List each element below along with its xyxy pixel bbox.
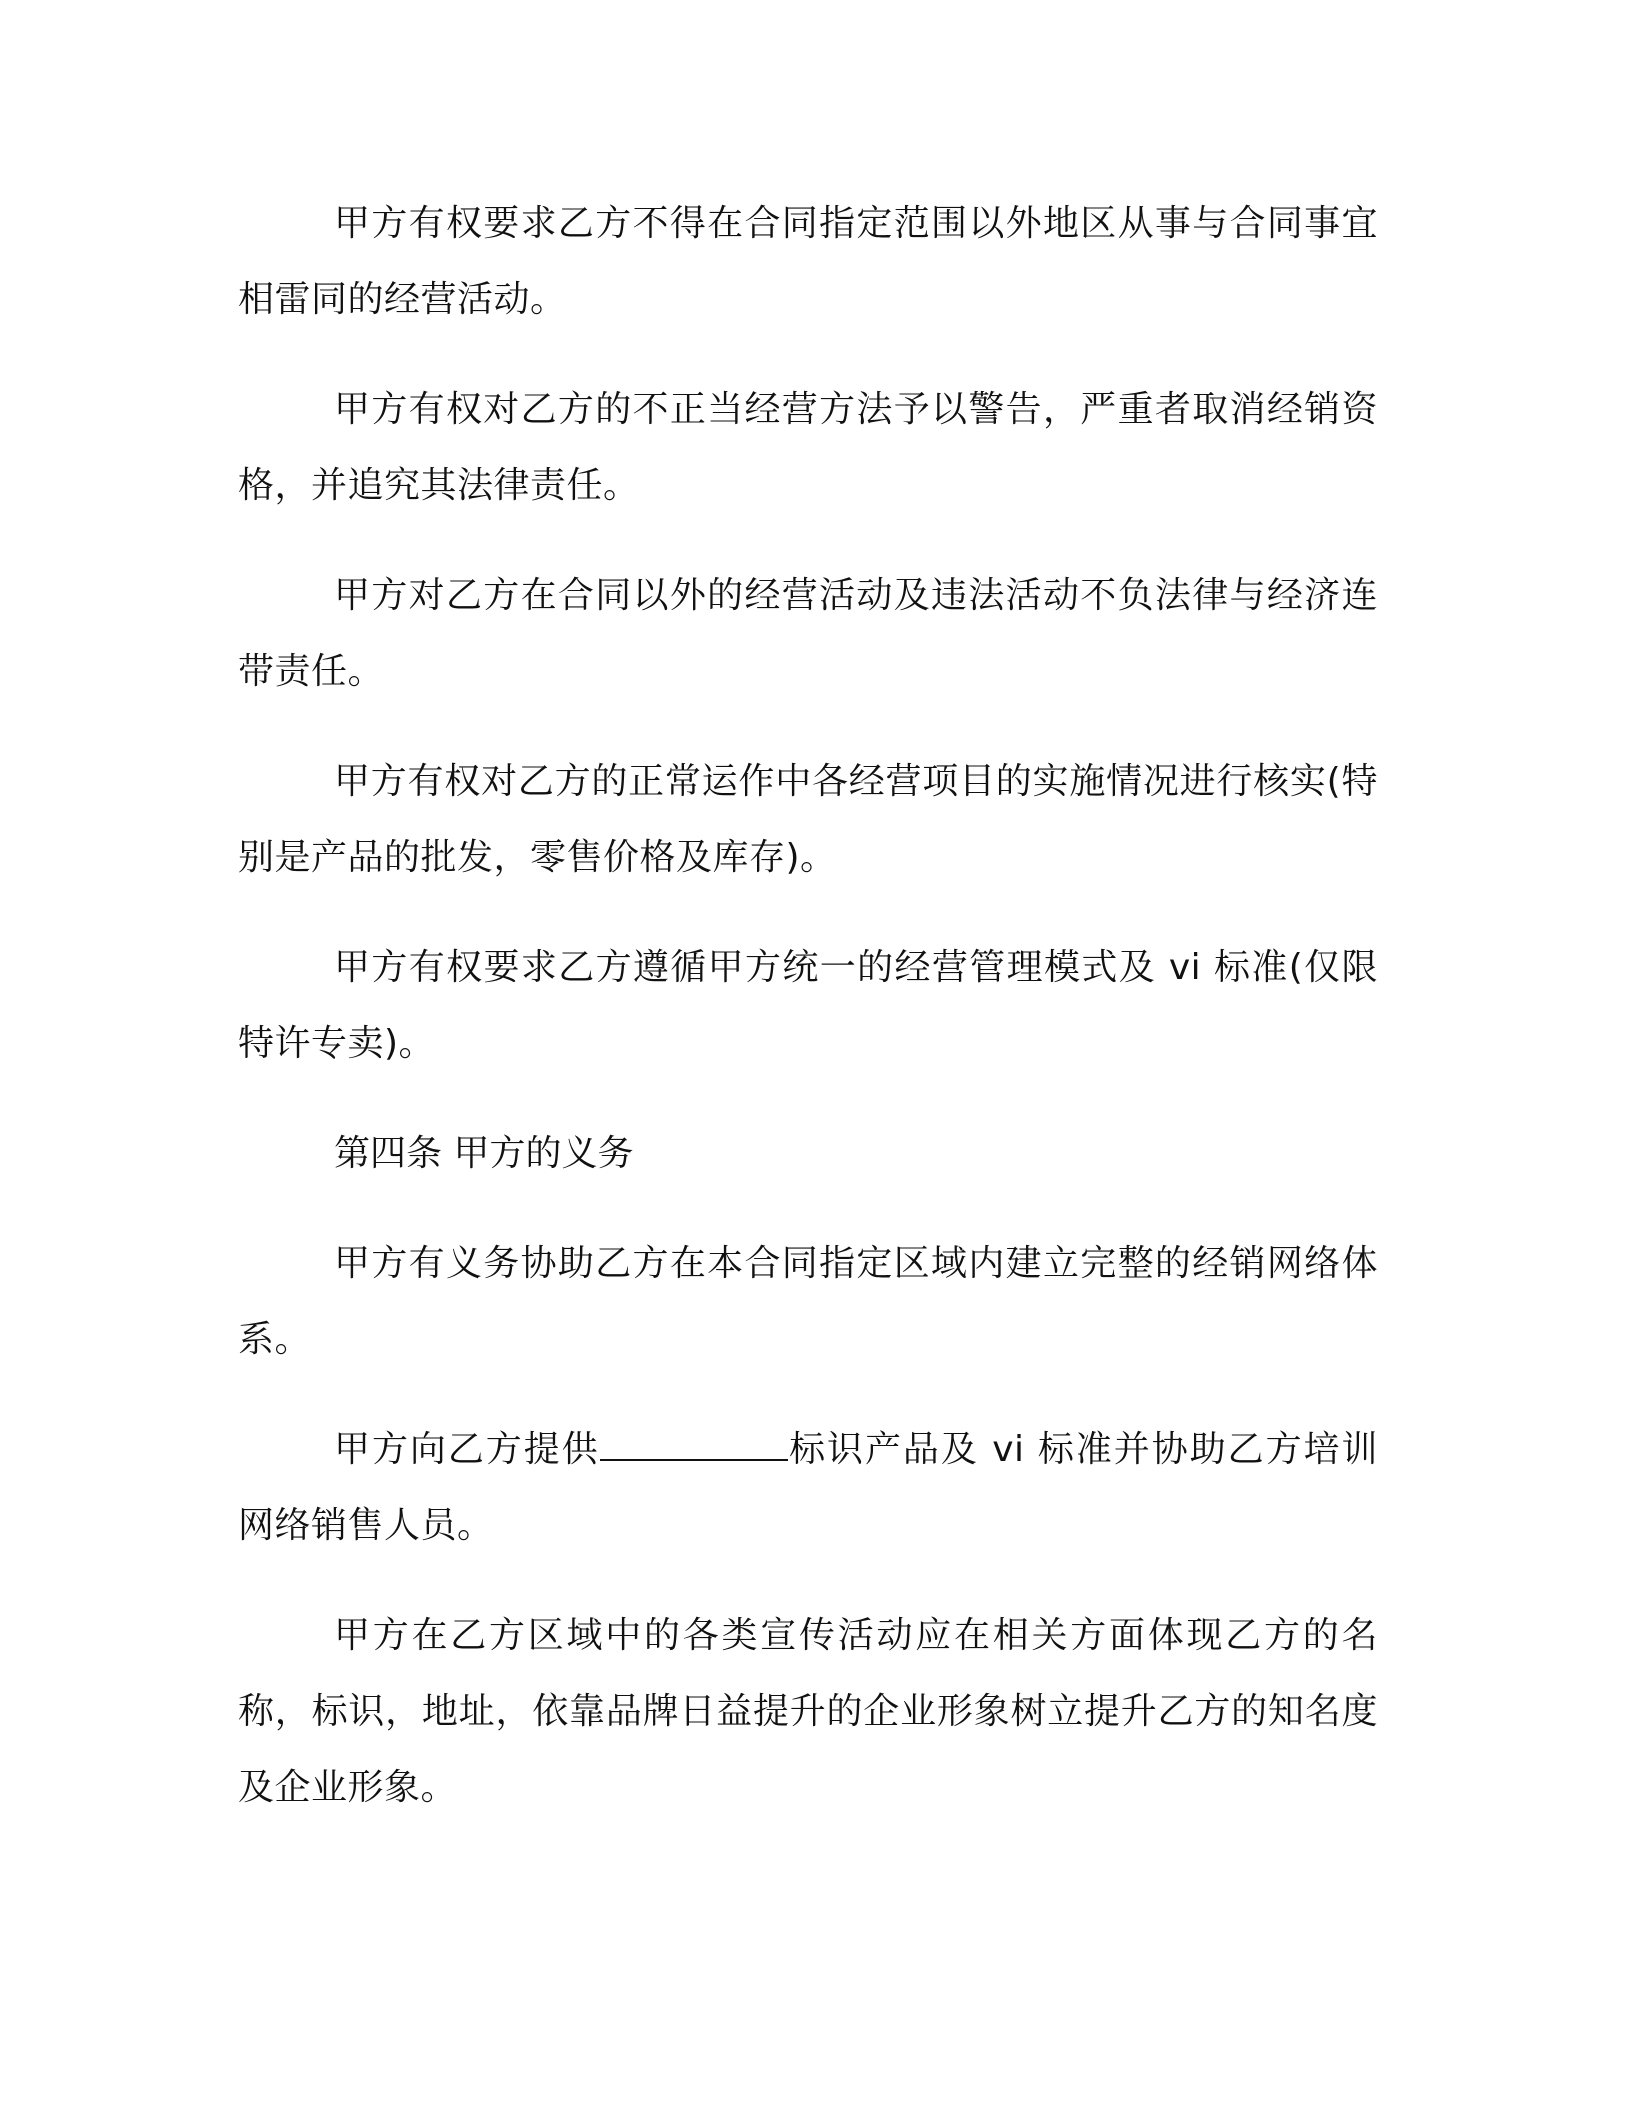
document-body	[238, 186, 1378, 1860]
paragraph-obligation-provide-products	[238, 1412, 1378, 1564]
paragraph-right-verify-operations: 甲方有权对乙方的正常运作中各经营项目的实施情况进行核实(特别是产品的批发，零售价格及库存)。	[238, 761, 1378, 878]
paragraph-obligation-promotion: 甲方在乙方区域中的各类宣传活动应在相关方面体现乙方的名称，标识，地址，依靠品牌日益提升的企业形象树立提升乙方的知名度及企业形象。	[238, 1615, 1378, 1808]
paragraph-obligation-build-network: 甲方有义务协助乙方在本合同指定区域内建立完整的经销网络体系。	[238, 1243, 1378, 1360]
paragraph-right-warn-improper: 甲方有权对乙方的不正当经营方法予以警告，严重者取消经销资格，并追究其法律责任。	[238, 389, 1378, 506]
paragraph-no-joint-liability: 甲方对乙方在合同以外的经营活动及违法活动不负法律与经济连带责任。	[238, 575, 1378, 692]
fill-in-blank-line	[600, 1419, 788, 1461]
obligation-provide-text-before: 甲方向乙方提供	[334, 1429, 600, 1470]
paragraph-right-restrict-area: 甲方有权要求乙方不得在合同指定范围以外地区从事与合同事宜相雷同的经营活动。	[238, 203, 1378, 320]
obligation-provide-text-after: 标识产品及 vi 标准并协助乙方培训网络销售人员。	[238, 1429, 1378, 1546]
paragraph-right-require-vi-standard: 甲方有权要求乙方遵循甲方统一的经营管理模式及 vi 标准(仅限特许专卖)。	[238, 947, 1378, 1064]
section-heading-party-a-obligations: 第四条 甲方的义务	[334, 1133, 634, 1174]
